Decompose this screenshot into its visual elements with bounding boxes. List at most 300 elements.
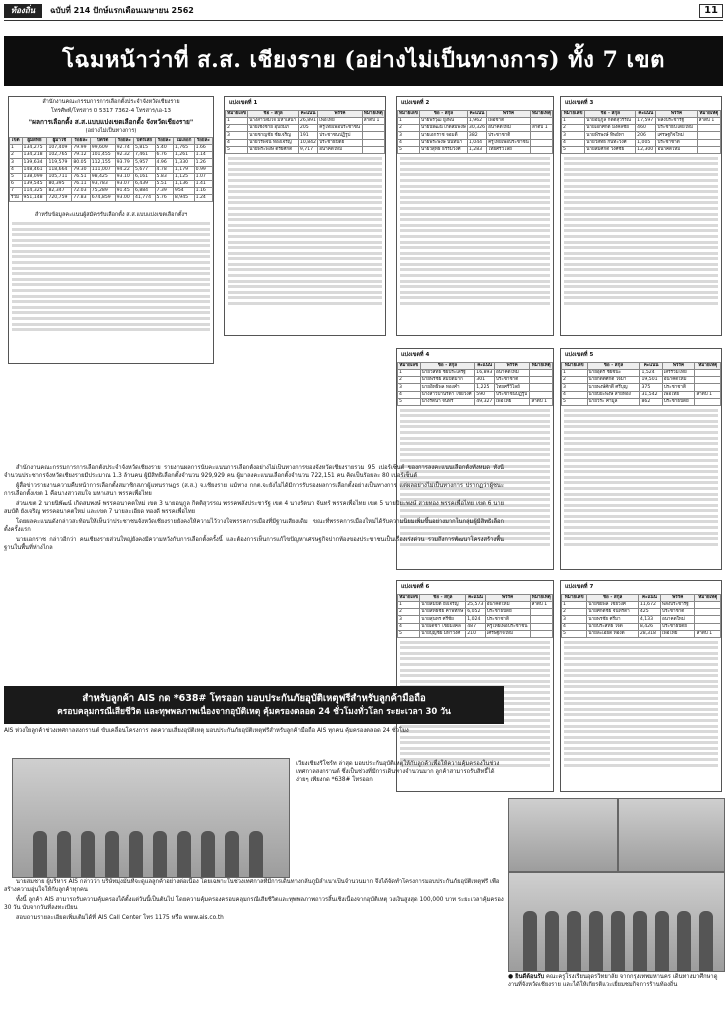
column-header: พรรค <box>661 594 695 601</box>
table-cell: 9,717 <box>298 146 317 153</box>
table-cell <box>697 146 720 153</box>
table-line <box>564 493 718 496</box>
table-cell: ประชาชาติ <box>656 139 697 146</box>
table-cell <box>530 370 553 377</box>
district-box <box>560 580 722 792</box>
table-cell: 5.51 <box>155 180 173 187</box>
column-header: บัตรเสีย <box>133 137 155 144</box>
table-cell <box>695 384 721 391</box>
table-cell: นายประสิทธิ์ ใจดี <box>587 623 638 630</box>
table-line <box>564 747 718 750</box>
text-line <box>12 323 210 326</box>
table-line <box>564 241 718 244</box>
table-cell: 80,395 <box>47 180 72 187</box>
ad-paragraph: ทั้งนี้ ลูกค้า AIS สามารถรับความคุ้มครองได้ตั้งแต่วันนี้เป็นต้นไป โดยความคุ้มครองครอบคลุมกรณีเสียชีวิตและทุพพลภาพถาวรสิ้นเชิงเนื่องจากอุบัติเหตุ วงเงินสูงสุด 100,000 บาท ระยะเวลาคุ้มครอง 30 วัน นับจากวันที่ลงทะเบียน <box>4 897 504 911</box>
table-cell: 102,765 <box>47 152 72 159</box>
table-cell: 79.12 <box>72 152 90 159</box>
table-cell: ประชาชาติ <box>485 616 530 623</box>
table-line <box>564 157 718 160</box>
table-cell: 5 <box>562 146 585 153</box>
table-line <box>400 414 550 417</box>
table-cell: นายกิตติศักดิ์ ใจมา <box>587 377 640 384</box>
table-row <box>398 391 553 398</box>
table-cell: 94.22 <box>115 166 133 173</box>
table-line <box>400 241 550 244</box>
table-line <box>228 263 382 266</box>
table-cell: 30,326 <box>468 125 485 131</box>
table-cell: 6 <box>10 180 23 187</box>
table-cell: ครูไทยเพื่อประชาชน <box>488 139 529 145</box>
table-line <box>564 285 718 288</box>
table-cell: 1 <box>562 370 588 377</box>
district-label: แบ่งเขตที่ 2 <box>401 100 430 106</box>
table-line <box>400 280 550 283</box>
district-label: แบ่งเขตที่ 5 <box>565 352 594 358</box>
table-row <box>562 609 721 616</box>
table-line <box>228 246 382 249</box>
table-line <box>564 196 718 199</box>
table-cell: 93.07 <box>115 180 133 187</box>
table-cell <box>697 139 720 146</box>
table-cell: อนาคตใหม่ <box>661 616 695 623</box>
table-cell: เพื่อไทย <box>662 391 695 398</box>
table-row <box>10 144 213 151</box>
table-line <box>400 162 550 165</box>
table-line <box>564 252 718 255</box>
column-header: พรรค <box>485 594 530 601</box>
table-line <box>564 173 718 176</box>
table-cell: 5 <box>398 398 421 405</box>
column-header: ชื่อ - สกุล <box>419 110 467 117</box>
table-cell: 1,283 <box>467 146 486 153</box>
column-header: ร้อยละ <box>155 137 173 144</box>
table-cell: 1,765 <box>173 144 194 151</box>
column-header: หมายเลข <box>562 362 588 369</box>
table-line <box>564 520 718 523</box>
table-line <box>400 218 550 221</box>
table-line <box>228 213 382 216</box>
table-cell: 4 <box>10 166 23 173</box>
table-cell: ลำดับ 1 <box>530 125 552 132</box>
district-label: แบ่งเขตที่ 7 <box>565 584 594 590</box>
table-line <box>564 498 718 501</box>
table-cell: 1.07 <box>194 173 212 180</box>
table-cell: 1 <box>398 370 421 377</box>
table-cell: นายวิสุทธิ์ ธรรมวงศ์ <box>419 146 467 153</box>
table-cell: 460 <box>636 125 656 132</box>
table-line <box>400 173 550 176</box>
table-line <box>564 730 718 733</box>
text-line <box>12 228 210 231</box>
table-line <box>564 459 718 462</box>
table-line <box>228 179 382 182</box>
table-cell <box>695 609 721 616</box>
table-row <box>10 166 213 173</box>
column-header: ร้อยละ <box>194 137 212 144</box>
table-cell: 1.41 <box>194 180 212 187</box>
table-cell <box>695 370 721 377</box>
table-cell: 76.51 <box>72 173 90 180</box>
table-cell: อนาคตใหม่ <box>318 146 362 153</box>
table-line <box>228 257 382 260</box>
table-cell: 82,347 <box>47 188 72 195</box>
column-header: คะแนน <box>640 362 662 369</box>
table-line <box>564 437 718 440</box>
article-paragraph: ส่วนเขต 2 นายนิพัฒน์ เกิดสมพงษ์ พรรคอนาคตใหม่ เขต 3 นายอนุกูล กิตติสุวรรณ พรรคพลังประชารัฐ เขต 4 นางรัตนา จันทร์ พรรคเพื่อไทย เขต 5 นายปิยะพงษ์ สายทอง พรรคเพื่อไทย เขต 6 นายสมบัติ ยังเจริญ พรรคอนาคตใหม่ และเขต 7 นายละเอียด ทองดี พรรคเพื่อไทย <box>4 501 504 515</box>
table-row <box>562 146 721 153</box>
table-cell: อนาคตใหม่ <box>662 377 695 384</box>
table-row <box>562 384 721 391</box>
table-row <box>226 118 385 125</box>
table-cell: เศรษฐกิจใหม่ <box>485 630 530 637</box>
page-header <box>4 2 723 21</box>
table-line <box>228 224 382 227</box>
table-cell: 119,579 <box>47 159 72 166</box>
table-cell: นายชยพล ไชยวงศ์ <box>587 602 638 609</box>
column-header: หมายเลข <box>227 111 247 117</box>
table-line <box>400 252 550 255</box>
table-line <box>564 246 718 249</box>
table-cell: ลำดับ 1 <box>695 630 721 637</box>
table-cell: นายอนุกูล กิตติสุวรรณ <box>585 118 636 125</box>
column-header: ชื่อ - สกุล <box>248 110 299 117</box>
table-cell: 5,957 <box>133 159 155 166</box>
table-cell: 1,330 <box>173 159 194 166</box>
table-cell: 1,962 <box>467 118 486 125</box>
table-cell: 75,289 <box>90 188 115 195</box>
table-line <box>228 291 382 294</box>
table-cell: 91.45 <box>115 188 133 195</box>
table-line <box>564 291 718 294</box>
text-line <box>12 244 210 247</box>
table-cell: นายสมบัติ ยังเจริญ <box>420 602 466 609</box>
table-cell: 5 <box>10 173 23 180</box>
table-cell: นายอิทธิพล ทองคำ <box>420 384 475 391</box>
table-cell: 5 <box>398 630 420 637</box>
table-cell: 6,884 <box>133 188 155 195</box>
table-cell: ลำดับ 1 <box>697 118 720 125</box>
table-line <box>564 680 718 683</box>
table-cell: 19,501 <box>640 377 662 384</box>
ad-headline-primary: สำหรับลูกค้า AIS กด *638# โทรออก มอบประกันภัยอุบัติเหตุฟรีสำหรับลูกค้ามือถือ <box>82 692 426 704</box>
table-cell: 93.10 <box>115 173 133 180</box>
ad-headline-bar <box>4 686 504 724</box>
table-cell: 6,052 <box>466 609 486 616</box>
table-line <box>564 274 718 277</box>
table-cell: ประชาธิปัตย์ <box>318 139 362 146</box>
table-line <box>564 442 718 445</box>
table-cell: นายอุดร ชัยชนะ <box>587 370 640 377</box>
column-header: ไม่เลือก <box>173 137 194 144</box>
text-line <box>12 311 210 314</box>
district-table <box>225 110 385 154</box>
event-photo <box>508 798 618 872</box>
table-cell: 862 <box>640 398 662 405</box>
text-line <box>12 328 210 331</box>
table-cell <box>530 139 552 146</box>
table-row <box>398 377 553 384</box>
table-cell: นายชาญชัย ชัยเจริญ <box>248 132 299 139</box>
table-cell: 7 <box>10 188 23 195</box>
table-cell: 1 <box>10 144 23 151</box>
ad-paragraph: นายสมชาย ผู้บริหาร AIS กล่าวว่า บริษัทมุ่งมั่นที่จะดูแลลูกค้าอย่างต่อเนื่อง โดยเฉพาะในช่วงเทศกาลที่มีการเดินทางกลับภูมิลำเนาเป็นจำนวนมาก จึงได้จัดทำโครงการมอบประกันภัยอุบัติเหตุฟรี เพื่อสร้างความอุ่นใจให้กับลูกค้าทุกคน <box>4 879 500 893</box>
district-label: แบ่งเขตที่ 4 <box>401 352 430 358</box>
text-line <box>12 300 210 303</box>
table-line <box>400 179 550 182</box>
table-cell: ประชาชนปฏิรูป <box>318 132 362 139</box>
table-cell: 1,261 <box>173 152 194 159</box>
summary-headline: "ผลการเลือกตั้ง ส.ส.แบบแบ่งเขตเลือกตั้ง จังหวัดเชียงราย" <box>28 117 194 126</box>
table-cell: 3 <box>10 159 23 166</box>
table-cell: 1.66 <box>194 144 212 151</box>
table-cell <box>530 391 553 398</box>
table-cell: 4 <box>562 139 585 146</box>
table-cell: 92.32 <box>115 152 133 159</box>
table-cell: 4 <box>562 391 588 398</box>
text-line <box>12 317 210 320</box>
column-header: หมายเลข <box>399 111 418 117</box>
table-line <box>400 224 550 227</box>
text-line <box>12 295 210 298</box>
table-cell: 99,609 <box>90 144 115 151</box>
table-line <box>400 285 550 288</box>
table-cell: 4 <box>398 391 421 398</box>
table-line <box>228 190 382 193</box>
text-line <box>12 255 210 258</box>
table-line <box>228 229 382 232</box>
table-cell: 134,218 <box>22 152 47 159</box>
table-cell: 1.16 <box>194 188 212 195</box>
table-cell: 1.26 <box>194 159 212 166</box>
table-cell: 1,044 <box>467 139 486 146</box>
table-cell: นายสุนทร ศรีชัย <box>420 616 466 623</box>
table-cell: 6,439 <box>133 180 155 187</box>
table-cell <box>695 623 721 630</box>
table-cell: นายพีรพงษ์ ทิพย์ทา <box>585 132 636 139</box>
table-line <box>400 442 550 445</box>
table-line <box>564 702 718 705</box>
table-cell: 0.99 <box>194 166 212 173</box>
table-cell: 4.78 <box>155 166 173 173</box>
district-box <box>224 96 386 336</box>
table-cell: 105,711 <box>47 173 72 180</box>
table-cell: 951,148 <box>22 195 47 202</box>
table-cell: 11,672 <box>638 602 660 609</box>
table-line <box>228 252 382 255</box>
table-cell: 191 <box>298 132 317 139</box>
table-line <box>564 691 718 694</box>
table-cell <box>530 630 552 637</box>
table-row <box>10 173 213 180</box>
table-line <box>564 448 718 451</box>
table-cell: 148,461 <box>22 166 47 173</box>
summary-box <box>8 96 214 364</box>
table-cell: 3 <box>398 132 420 139</box>
table-cell: นายเอกศักดิ์ มงคลชัย <box>585 125 636 132</box>
ad-intro: AIS ห่วงใยลูกค้าช่วงเทศกาลสงกรานต์ ขับเคลื่อนโครงการ ลดความเสี่ยงอุบัติเหตุ มอบประกันภัยอุบัติเหตุฟรีสำหรับลูกค้ามือถือ AIS ทุกคน คุ้มครองตลอด 24 ชั่วโมง <box>4 728 409 734</box>
table-line <box>400 196 550 199</box>
table-line <box>564 235 718 238</box>
table-line <box>228 201 382 204</box>
table-cell <box>530 616 552 623</box>
table-cell: 7,461 <box>133 152 155 159</box>
table-cell: 107,409 <box>47 144 72 151</box>
table-line <box>400 420 550 423</box>
table-row <box>562 132 721 139</box>
column-header: หมายเหตุ <box>531 595 551 601</box>
table-line <box>564 663 718 666</box>
table-row <box>562 377 721 384</box>
table-cell: 4.96 <box>155 159 173 166</box>
table-line <box>228 185 382 188</box>
table-line <box>400 453 550 456</box>
table-line <box>564 657 718 660</box>
table-line <box>228 302 382 305</box>
table-line <box>564 201 718 204</box>
table-cell <box>697 125 720 132</box>
table-line <box>228 207 382 210</box>
table-line <box>564 713 718 716</box>
table-cell: 139,634 <box>22 159 47 166</box>
table-row <box>398 384 553 391</box>
table-cell: 49,327 <box>475 398 495 405</box>
column-header: หมายเหตุ <box>695 594 721 601</box>
table-cell: นายวิสิทธิ์ กันทะวงศ์ <box>585 139 636 146</box>
table-cell <box>695 377 721 384</box>
table-line <box>564 719 718 722</box>
table-row <box>398 146 553 153</box>
ad-side-text: เวียงเชียงรีโซร์ท ล่าสุด มอบประกันอุบัติเหตุให้กับลูกค้าเพื่อให้ความคุ้มครองในช่วงเทศกาลสงกรานต์ ซึ่งเป็นช่วงที่มีการเดินทางจำนวนมาก ลูกค้าสามารถรับสิทธิ์ได้ง่ายๆ เพียงกด *638# โทรออก <box>296 761 500 783</box>
table-line <box>564 764 718 767</box>
summary-note: สำหรับข้อมูลคะแนนผู้สมัครรับเลือกตั้ง ส.ส.แบบแบ่งเขตเลือกตั้งฯ <box>34 212 188 219</box>
table-cell: ประชาชาติ <box>661 609 695 616</box>
table-cell: รวม <box>10 195 23 202</box>
table-line <box>564 280 718 283</box>
table-row <box>226 146 385 153</box>
table-line <box>228 168 382 171</box>
text-line <box>12 239 210 242</box>
table-cell: 210 <box>466 630 486 637</box>
table-row <box>562 630 721 637</box>
column-header: หมายเหตุ <box>697 110 720 117</box>
table-cell: นายพงษ์ศักดิ์ ศรีบุญ <box>587 384 640 391</box>
table-line <box>564 674 718 677</box>
table-cell: ประชาธิปัตย์ <box>661 623 695 630</box>
column-header: พรรค <box>318 110 362 117</box>
table-cell: ไทยศรีวิไลย์ <box>494 384 529 391</box>
table-cell: 134,275 <box>22 144 47 151</box>
table-line <box>400 246 550 249</box>
table-row <box>226 125 385 132</box>
table-cell: 1,524 <box>640 370 662 377</box>
table-cell: ลำดับ 1 <box>530 602 552 609</box>
table-cell: 31,542 <box>640 391 662 398</box>
table-cell: อนาคตใหม่ <box>487 125 531 132</box>
table-cell: 1,024 <box>466 616 486 623</box>
column-header: คะแนน <box>467 110 486 117</box>
table-line <box>564 532 718 535</box>
table-line <box>564 504 718 507</box>
table-cell: อนาคตใหม่ <box>656 146 697 153</box>
district-label: แบ่งเขตที่ 1 <box>229 100 258 106</box>
table-row <box>398 139 553 146</box>
table-cell: ประชาชาติ <box>662 384 695 391</box>
table-cell: นางสาวสมใจ มหาเสนา <box>248 118 299 125</box>
table-row <box>10 195 213 202</box>
column-header: หมายเหตุ <box>532 111 551 117</box>
text-line <box>12 261 210 264</box>
table-line <box>400 190 550 193</box>
table-row <box>398 398 553 405</box>
table-cell: 25,573 <box>467 602 484 608</box>
table-line <box>400 425 550 428</box>
table-cell: 3 <box>398 616 420 623</box>
table-line <box>564 296 718 299</box>
headline-banner: โฉมหน้าว่าที่ ส.ส. เชียงราย (อย่างไม่เป็นทางการ) ทั้ง 7 เขต <box>4 36 723 86</box>
table-cell: 1 <box>226 118 248 125</box>
table-cell: 3 <box>562 132 585 139</box>
column-header: พรรค <box>487 110 531 117</box>
photo-caption <box>508 973 723 1021</box>
table-cell <box>695 616 721 623</box>
table-cell <box>530 377 553 384</box>
table-cell: 10,842 <box>299 139 316 145</box>
table-line <box>400 274 550 277</box>
district-table <box>561 110 721 154</box>
district-box <box>560 96 722 336</box>
table-line <box>564 263 718 266</box>
table-cell: นายนิพัฒน์ เกิดสมพงษ์ <box>420 125 466 131</box>
table-cell: นายเดชา ไชยมงคล <box>420 623 466 630</box>
table-cell: 3 <box>226 132 248 139</box>
table-cell: 301 <box>475 377 495 384</box>
table-row <box>398 132 553 139</box>
table-cell: ประชาธิปัตย์ <box>485 609 530 616</box>
table-cell <box>530 118 552 125</box>
column-header: ชื่อ - สกุล <box>420 362 475 369</box>
table-line <box>564 481 718 484</box>
table-line <box>400 257 550 260</box>
table-cell: 2 <box>562 377 588 384</box>
page-number: 11 <box>699 4 723 19</box>
table-line <box>564 476 718 479</box>
table-line <box>400 291 550 294</box>
table-cell: เศรษฐกิจใหม่ <box>656 132 697 139</box>
column-header: เขต <box>10 137 23 144</box>
district-table <box>561 362 721 406</box>
table-cell: 5 <box>226 146 248 153</box>
table-cell: 16,893 <box>475 370 495 377</box>
text-line <box>12 289 210 292</box>
table-line <box>400 213 550 216</box>
table-row <box>562 398 721 405</box>
table-cell: 93.00 <box>115 195 133 202</box>
district-table <box>397 110 553 154</box>
table-cell: 139,545 <box>22 180 47 187</box>
table-line <box>228 285 382 288</box>
column-header: พรรค <box>494 362 529 369</box>
table-row <box>562 602 721 609</box>
main-article <box>4 464 504 682</box>
table-cell: 77.83 <box>72 195 90 202</box>
column-header: ร้อยละ <box>115 137 133 144</box>
table-line <box>564 537 718 540</box>
table-line <box>564 515 718 518</box>
table-cell: 114,325 <box>22 188 47 195</box>
table-cell: ครูไทยเพื่อประชาชน <box>485 623 530 630</box>
issue-line: ฉบับที่ 214 ปักษ์แรกเดือนเมษายน 2562 <box>50 6 194 15</box>
table-cell: 93.79 <box>115 159 133 166</box>
